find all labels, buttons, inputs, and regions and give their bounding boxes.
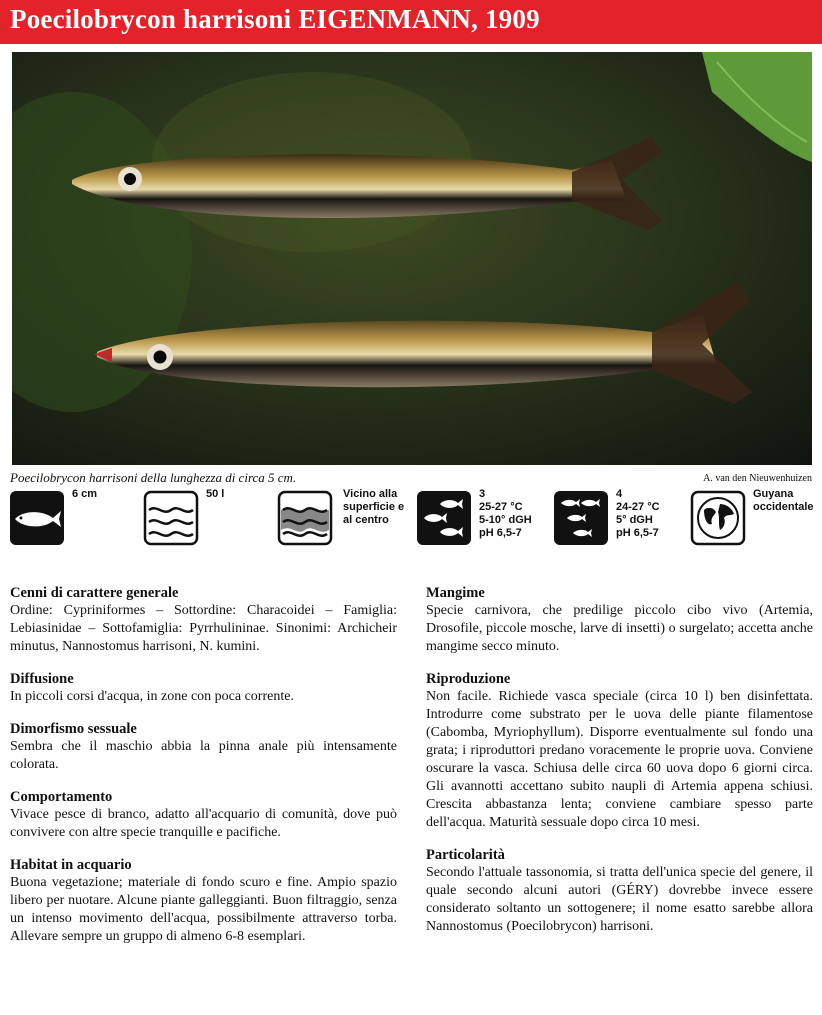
title-banner — [0, 0, 822, 44]
globe-icon — [690, 490, 746, 546]
left-column — [10, 584, 397, 960]
section-title: Cenni di carattere generale — [10, 585, 179, 601]
zone-label: Vicino alla superficie e al centro — [343, 488, 405, 526]
photo-caption: Poecilobrycon harrisoni della lunghezza di circa 5 cm. — [10, 470, 297, 485]
section-text: Buona vegetazione; materiale di fondo scuro e fine. Ampio spazio libero per nuotare. Alcune piante galleggianti. Buon filtraggio, senza un intenso movimento dell'acqua, possibilmente attraverso torba. Allevare sempre un gruppo di almeno 6-8 esemplari. — [10, 875, 397, 944]
fish-photo — [12, 52, 812, 465]
section-text: Secondo l'attuale tassonomia, si tratta dell'unica specie del genere, il quale secondo alcuni autori (GÉRY) dovrebbe invece essere considerato soltanto un sottogenere; il nome esatto sarebbe allora Nannostomus (Poecilobrycon) harrisoni. — [426, 865, 813, 934]
water-zone-icon — [277, 490, 333, 546]
section-title: Dimorfismo sessuale — [10, 721, 137, 737]
tank-temp-3-icon — [416, 490, 472, 546]
section-title: Particolarità — [426, 847, 505, 863]
right-column — [426, 584, 813, 950]
section-title: Riproduzione — [426, 671, 511, 687]
page-title: Poecilobrycon harrisoni EIGENMANN, 1909 — [10, 4, 540, 34]
section-title: Diffusione — [10, 671, 74, 687]
section-text: Ordine: Cypriniformes – Sottordine: Characoidei – Famiglia: Lebiasinidae – Sottofamiglia: Pyrrhulininae. Sinonimi: Archicheir minutus, Nannostomus harrisoni, N. kumini. — [10, 603, 397, 654]
section-riproduzione — [426, 670, 813, 832]
section-text: Sembra che il maschio abbia la pinna anale più intensamente colorata. — [10, 739, 397, 772]
tank-volume-icon — [143, 490, 199, 546]
section-habitat — [10, 856, 397, 946]
section-title: Habitat in acquario — [10, 857, 132, 873]
size-label: 6 cm — [72, 488, 98, 500]
photo-credit: A. van den Nieuwenhuizen — [703, 473, 812, 484]
section-diffusione — [10, 670, 397, 706]
region-label: Guyana occidentale — [753, 488, 814, 513]
section-title: Comportamento — [10, 789, 113, 805]
conditions-4-label: 4 24-27 °C 5° dGH pH 6,5-7 — [616, 488, 660, 539]
section-dimorfismo — [10, 720, 397, 774]
fish-icon — [9, 490, 65, 546]
section-text: Vivace pesce di branco, adatto all'acquario di comunità, dove può convivere con altre specie tranquille e pacifiche. — [10, 807, 397, 840]
section-generale — [10, 584, 397, 656]
section-comportamento — [10, 788, 397, 842]
section-text: In piccoli corsi d'acqua, in zone con poca corrente. — [10, 689, 294, 704]
section-particolarita — [426, 846, 813, 936]
tank-temp-4-icon — [553, 490, 609, 546]
section-text: Non facile. Richiede vasca speciale (circa 10 l) ben disinfettata. Introdurre come substrato per le uova delle piante filamentose (Cabomba, Myriophyllum). Disporre eventualmente sul fondo una grata; i riproduttori predano voracemente le proprie uova. Conviene oscurare la vasca. Schiusa delle circa 60 uova dopo 6 giorni circa. Gli avannotti accettano subito naupli di Artemia appena schiusi. Crescita abbastanza lenta; conviene cambiare spesso parte dell'acqua. Maturità sessuale dopo circa 10 mesi. — [426, 689, 813, 830]
conditions-3-label: 3 25-27 °C 5-10° dGH pH 6,5-7 — [479, 488, 532, 539]
section-title: Mangime — [426, 585, 485, 601]
info-icon-row — [0, 486, 822, 550]
section-mangime — [426, 584, 813, 656]
volume-label: 50 l — [206, 488, 225, 500]
section-text: Specie carnivora, che predilige piccolo cibo vivo (Artemia, Drosofile, piccole mosche, larve di insetti) o surgelato; accetta anche mangime secco minuto. — [426, 603, 813, 654]
fish-photo-illustration — [12, 52, 812, 465]
